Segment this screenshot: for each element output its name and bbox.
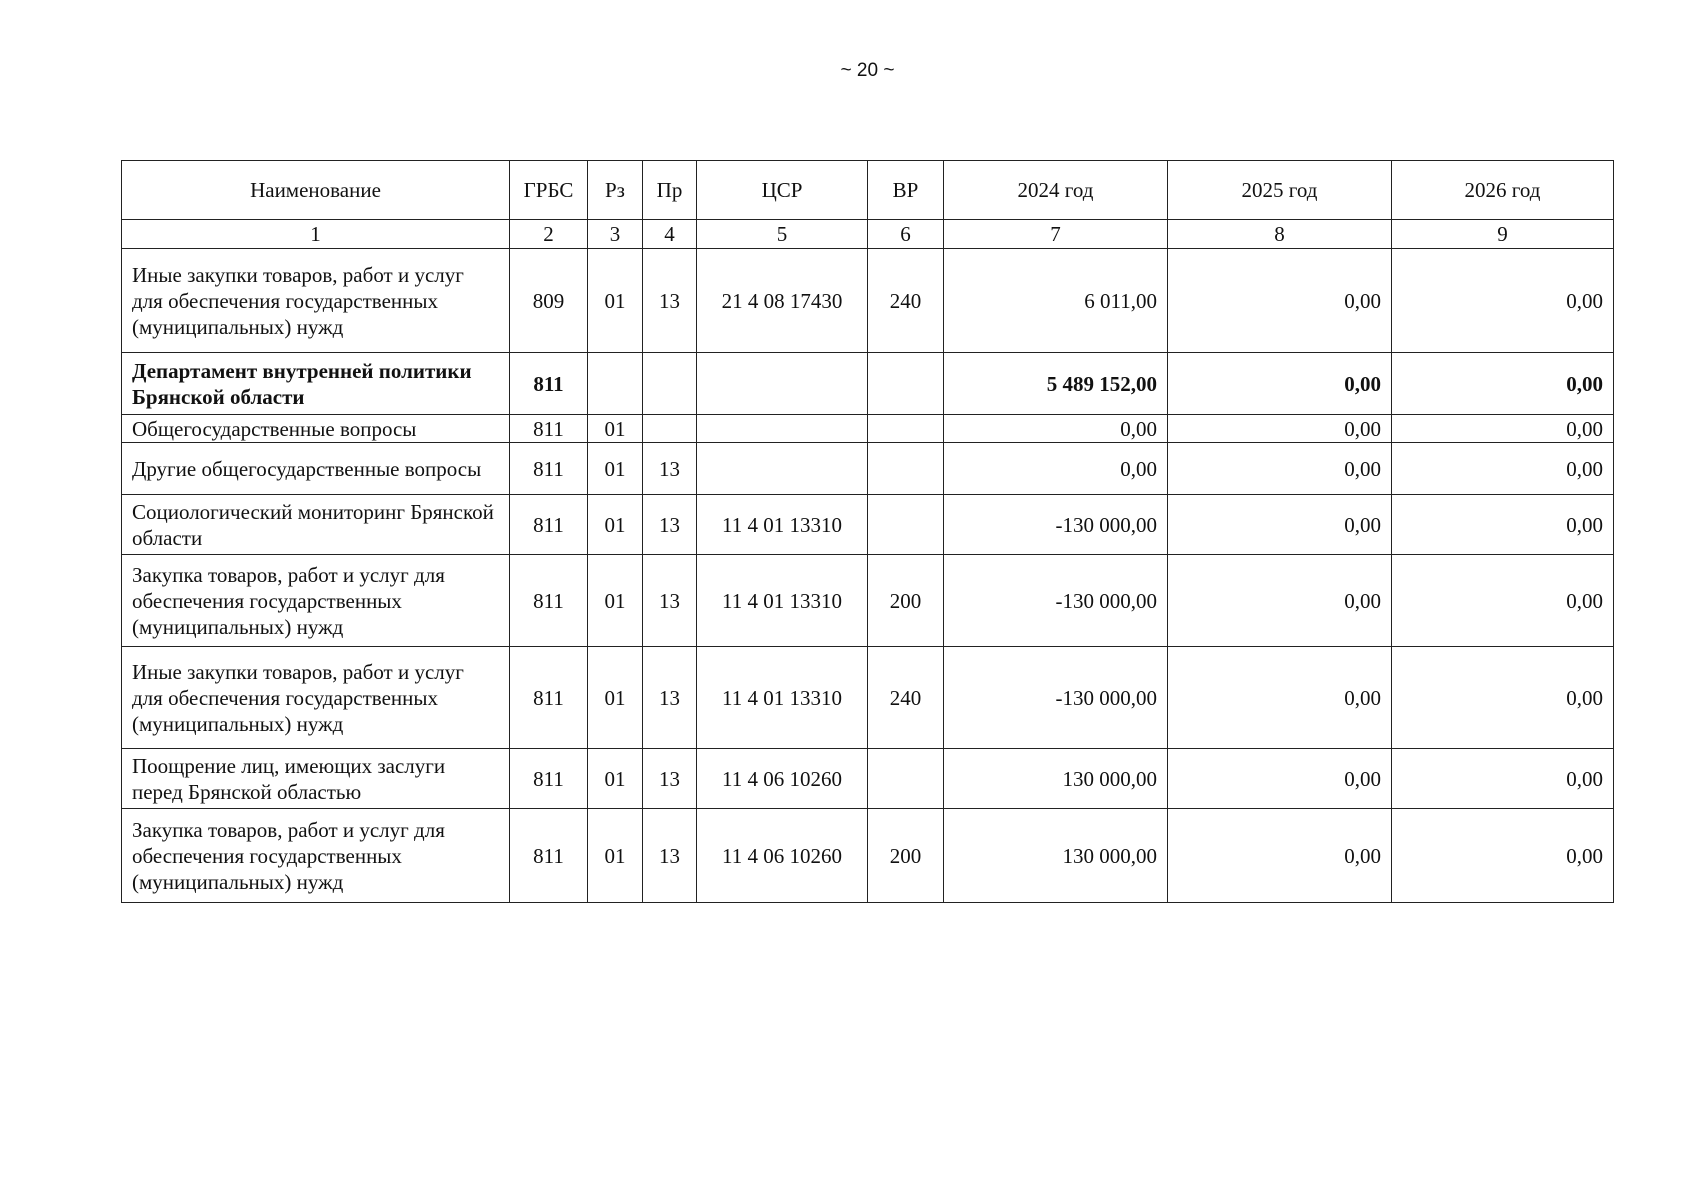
row-2025-cell: 0,00 [1168,495,1392,555]
row-vr-cell [868,495,944,555]
row-csr-cell: 21 4 08 17430 [697,249,868,353]
row-rz-cell: 01 [588,809,643,903]
row-2025-cell: 0,00 [1168,353,1392,415]
table-row [122,555,1614,647]
row-vr-cell: 200 [868,555,944,647]
table-row [122,415,1614,443]
column-number: 4 [643,220,697,249]
row-csr-cell [697,443,868,495]
header-vr: ВР [868,161,944,220]
row-csr-cell: 11 4 01 13310 [697,495,868,555]
row-2026-cell: 0,00 [1392,647,1614,749]
row-2026-cell: 0,00 [1392,809,1614,903]
row-vr-cell: 240 [868,249,944,353]
header-rz: Рз [588,161,643,220]
table-row [122,249,1614,353]
row-rz-cell: 01 [588,647,643,749]
table-row [122,495,1614,555]
row-vr-cell [868,443,944,495]
row-name-cell: Иные закупки товаров, работ и услуг для обеспечения государственных (муниципальных) нужд [122,647,510,749]
row-grbs-cell: 811 [510,555,588,647]
row-2024-cell: 6 011,00 [944,249,1168,353]
row-name-cell: Иные закупки товаров, работ и услуг для обеспечения государственных (муниципальных) нужд [122,249,510,353]
row-2025-cell: 0,00 [1168,809,1392,903]
column-number: 3 [588,220,643,249]
row-2026-cell: 0,00 [1392,749,1614,809]
row-2024-cell: 130 000,00 [944,809,1168,903]
row-2024-cell: 0,00 [944,415,1168,443]
row-pr-cell [643,353,697,415]
row-2026-cell: 0,00 [1392,249,1614,353]
table-row [122,809,1614,903]
row-vr-cell [868,415,944,443]
table-row [122,353,1614,415]
row-grbs-cell: 811 [510,443,588,495]
row-name-cell: Социологический мониторинг Брянской области [122,495,510,555]
header-2024: 2024 год [944,161,1168,220]
row-csr-cell: 11 4 01 13310 [697,555,868,647]
row-grbs-cell: 811 [510,353,588,415]
column-number: 2 [510,220,588,249]
row-name-cell: Поощрение лиц, имеющих заслуги перед Брянской областью [122,749,510,809]
row-2026-cell: 0,00 [1392,555,1614,647]
row-2026-cell: 0,00 [1392,415,1614,443]
row-grbs-cell: 809 [510,249,588,353]
row-pr-cell: 13 [643,443,697,495]
row-grbs-cell: 811 [510,415,588,443]
row-2026-cell: 0,00 [1392,495,1614,555]
column-number: 6 [868,220,944,249]
table-row [122,647,1614,749]
row-rz-cell: 01 [588,249,643,353]
row-2026-cell: 0,00 [1392,443,1614,495]
column-number: 1 [122,220,510,249]
row-name-cell: Общегосударственные вопросы [122,415,510,443]
row-grbs-cell: 811 [510,809,588,903]
row-2024-cell: -130 000,00 [944,647,1168,749]
row-grbs-cell: 811 [510,749,588,809]
row-name-cell: Закупка товаров, работ и услуг для обеспечения государственных (муниципальных) нужд [122,809,510,903]
row-pr-cell: 13 [643,249,697,353]
row-pr-cell [643,415,697,443]
row-2025-cell: 0,00 [1168,749,1392,809]
row-2025-cell: 0,00 [1168,249,1392,353]
row-pr-cell: 13 [643,647,697,749]
row-name-cell: Закупка товаров, работ и услуг для обеспечения государственных (муниципальных) нужд [122,555,510,647]
row-vr-cell [868,353,944,415]
row-2025-cell: 0,00 [1168,647,1392,749]
column-number: 8 [1168,220,1392,249]
row-rz-cell: 01 [588,749,643,809]
header-csr: ЦСР [697,161,868,220]
row-2025-cell: 0,00 [1168,415,1392,443]
table-header-row [122,161,1614,220]
table-row [122,749,1614,809]
page-number: ~ 20 ~ [840,60,895,81]
header-2026: 2026 год [1392,161,1614,220]
row-rz-cell [588,353,643,415]
row-2024-cell: 0,00 [944,443,1168,495]
row-vr-cell [868,749,944,809]
row-grbs-cell: 811 [510,647,588,749]
row-pr-cell: 13 [643,809,697,903]
header-pr: Пр [643,161,697,220]
row-pr-cell: 13 [643,749,697,809]
row-csr-cell: 11 4 06 10260 [697,809,868,903]
row-csr-cell [697,353,868,415]
row-2024-cell: 5 489 152,00 [944,353,1168,415]
header-2025: 2025 год [1168,161,1392,220]
row-2024-cell: -130 000,00 [944,495,1168,555]
row-csr-cell: 11 4 01 13310 [697,647,868,749]
row-csr-cell [697,415,868,443]
budget-table [121,160,1614,903]
row-2024-cell: -130 000,00 [944,555,1168,647]
header-name: Наименование [122,161,510,220]
column-number: 7 [944,220,1168,249]
row-pr-cell: 13 [643,555,697,647]
row-name-cell: Департамент внутренней политики Брянской области [122,353,510,415]
row-rz-cell: 01 [588,443,643,495]
row-2025-cell: 0,00 [1168,443,1392,495]
column-number: 9 [1392,220,1614,249]
row-vr-cell: 200 [868,809,944,903]
row-rz-cell: 01 [588,495,643,555]
row-grbs-cell: 811 [510,495,588,555]
row-rz-cell: 01 [588,555,643,647]
column-number: 5 [697,220,868,249]
column-number-row [122,220,1614,249]
header-grbs: ГРБС [510,161,588,220]
row-pr-cell: 13 [643,495,697,555]
row-csr-cell: 11 4 06 10260 [697,749,868,809]
row-rz-cell: 01 [588,415,643,443]
row-2025-cell: 0,00 [1168,555,1392,647]
table-row [122,443,1614,495]
row-name-cell: Другие общегосударственные вопросы [122,443,510,495]
row-vr-cell: 240 [868,647,944,749]
row-2024-cell: 130 000,00 [944,749,1168,809]
row-2026-cell: 0,00 [1392,353,1614,415]
